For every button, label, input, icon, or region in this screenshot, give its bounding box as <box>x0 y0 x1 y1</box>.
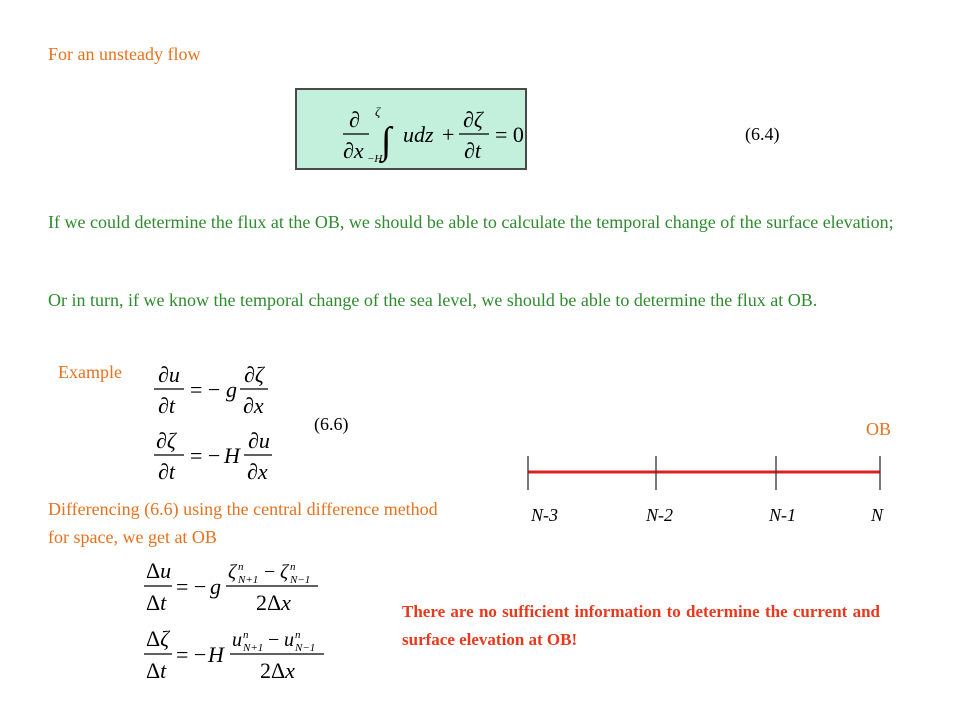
svg-text:∂ζ: ∂ζ <box>463 107 483 132</box>
ob-label: OB <box>866 419 892 439</box>
grid-diagram <box>520 450 920 500</box>
svg-text:u: u <box>232 629 242 651</box>
svg-text:2Δx: 2Δx <box>260 658 295 683</box>
svg-text:N+1: N+1 <box>243 642 264 654</box>
finite-difference-equations <box>140 556 340 686</box>
svg-text:= −: = − <box>176 574 207 599</box>
svg-text:Δt: Δt <box>146 658 167 683</box>
paragraph-sea-level: Or in turn, if we know the temporal change of the sea level, we should be able to determine the flux at OB. <box>48 290 818 310</box>
svg-text:n: n <box>295 629 301 641</box>
svg-text:u: u <box>284 629 294 651</box>
svg-text:udz: udz <box>403 122 434 147</box>
svg-text:ζ: ζ <box>280 561 289 583</box>
svg-text:n: n <box>238 561 244 573</box>
svg-text:N+1: N+1 <box>238 574 259 586</box>
svg-text:2Δx: 2Δx <box>256 590 291 615</box>
svg-text:∂x: ∂x <box>343 138 364 163</box>
svg-text:∂u: ∂u <box>158 362 180 387</box>
equation-6-4-box <box>295 88 527 170</box>
svg-text:∂ζ: ∂ζ <box>244 362 264 387</box>
svg-text:∂x: ∂x <box>243 393 264 418</box>
svg-text:N−1: N−1 <box>290 574 311 586</box>
svg-text:∂t: ∂t <box>158 459 175 484</box>
svg-text:Δζ: Δζ <box>146 626 170 651</box>
svg-text:H: H <box>224 443 240 468</box>
grid-label-n: N <box>871 505 884 525</box>
svg-text:∂ζ: ∂ζ <box>156 428 176 453</box>
grid-label-n-2: N-2 <box>646 505 673 525</box>
svg-text:ζ: ζ <box>228 561 237 583</box>
example-label: Example <box>58 362 122 382</box>
svg-text:Δu: Δu <box>146 558 172 583</box>
svg-text:H: H <box>208 642 224 667</box>
svg-text:ζ: ζ <box>375 104 381 119</box>
svg-text:∂u: ∂u <box>248 428 270 453</box>
equation-6-4-label: (6.4) <box>745 124 780 144</box>
svg-text:−: − <box>268 629 280 651</box>
svg-text:n: n <box>290 561 296 573</box>
svg-text:Δt: Δt <box>146 590 167 615</box>
svg-text:= −: = − <box>190 377 221 402</box>
svg-text:−: − <box>264 561 276 583</box>
equation-6-6 <box>150 358 280 488</box>
svg-text:= 0: = 0 <box>495 122 524 147</box>
equation-6-4 <box>297 90 525 168</box>
svg-text:∂t: ∂t <box>464 138 481 163</box>
svg-text:= −: = − <box>176 642 207 667</box>
svg-text:n: n <box>243 629 249 641</box>
paragraph-flux: If we could determine the flux at the OB, we should be able to calculate the temporal change of the surface elevation; <box>48 212 894 232</box>
equation-6-6-label: (6.6) <box>314 414 349 434</box>
svg-text:g: g <box>226 377 237 402</box>
svg-text:−H: −H <box>367 153 383 165</box>
svg-text:+: + <box>442 122 455 147</box>
svg-text:∫: ∫ <box>381 120 392 162</box>
heading: For an unsteady flow <box>48 44 201 64</box>
svg-text:N−1: N−1 <box>295 642 316 654</box>
svg-text:g: g <box>210 574 221 599</box>
svg-text:∂t: ∂t <box>158 393 175 418</box>
grid-label-n-3: N-3 <box>531 505 558 525</box>
svg-text:∂x: ∂x <box>247 459 268 484</box>
svg-text:= −: = − <box>190 443 221 468</box>
svg-text:∂: ∂ <box>349 107 360 132</box>
paragraph-differencing: Differencing (6.6) using the central difference method for space, we get at OB <box>48 499 438 547</box>
grid-label-n-1: N-1 <box>769 505 796 525</box>
conclusion-text: There are no sufficient information to determine the current and surface elevation at OB! <box>402 602 880 649</box>
